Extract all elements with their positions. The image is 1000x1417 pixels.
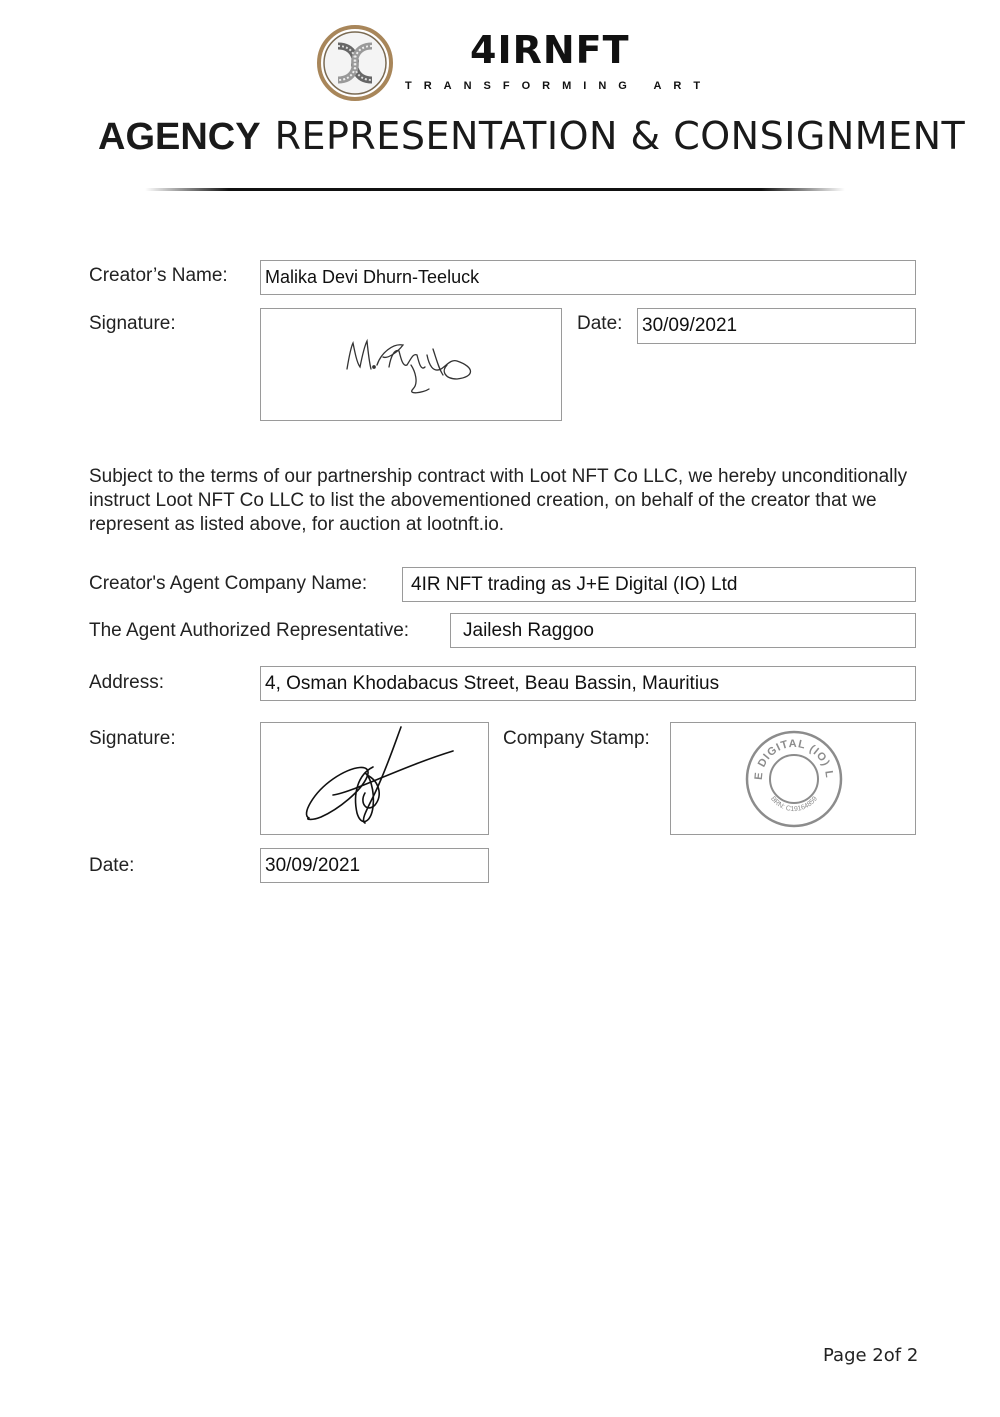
agent-address-field[interactable]: 4, Osman Khodabacus Street, Beau Bassin, Mauritius [260,666,916,701]
agent-address-label: Address: [89,672,164,693]
creator-date-label: Date: [577,313,623,334]
company-stamp-box [670,722,916,835]
creator-signature-image [261,309,561,420]
svg-text:J+E DIGITAL (IO) LTD [671,723,835,780]
agent-signature-label: Signature: [89,728,176,749]
creator-signature-box[interactable] [260,308,562,421]
page-number: Page 2of 2 [823,1345,919,1366]
company-stamp-image [671,723,915,834]
creator-name-field[interactable]: Malika Devi Dhurn-Teeluck [260,260,916,295]
company-stamp-label: Company Stamp: [503,728,650,749]
creator-date-field[interactable]: 30/09/2021 [637,308,916,344]
agent-company-field[interactable]: 4IR NFT trading as J+E Digital (IO) Ltd [402,567,916,602]
creator-name-label: Creator’s Name: [89,265,228,286]
brand-tagline: TRANSFORMING ART [405,80,713,92]
agent-signature-image [261,723,488,834]
stamp-brn-text: BRN: C19164859 [769,795,819,814]
agent-date-label: Date: [89,855,135,876]
company-logo-emblem [316,24,394,102]
title-rest-part: REPRESENTATION & CONSIGNMENT [274,114,966,158]
header-divider [145,188,845,191]
agent-representative-label: The Agent Authorized Representative: [89,620,410,641]
creator-signature-label: Signature: [89,313,176,334]
agent-representative-field[interactable]: Jailesh Raggoo [450,613,916,648]
stamp-company-text: E DIGITAL (IO) L [752,737,836,781]
brand-name: 4IRNFT [470,28,630,72]
agent-signature-box[interactable] [260,722,489,835]
agent-company-label: Creator's Agent Company Name: [89,573,368,594]
document-title [98,114,965,159]
title-bold-part: AGENCY [98,116,261,158]
svg-text:BRN: C19164859 [769,795,819,813]
agent-date-field[interactable]: 30/09/2021 [260,848,489,883]
terms-paragraph: Subject to the terms of our partnership contract with Loot NFT Co LLC, we hereby unconditionally instruct Loot NFT Co LLC to list the abovementioned creation, on behalf of the creator that we represent as listed above, for auction at lootnft.io. [89,466,908,535]
